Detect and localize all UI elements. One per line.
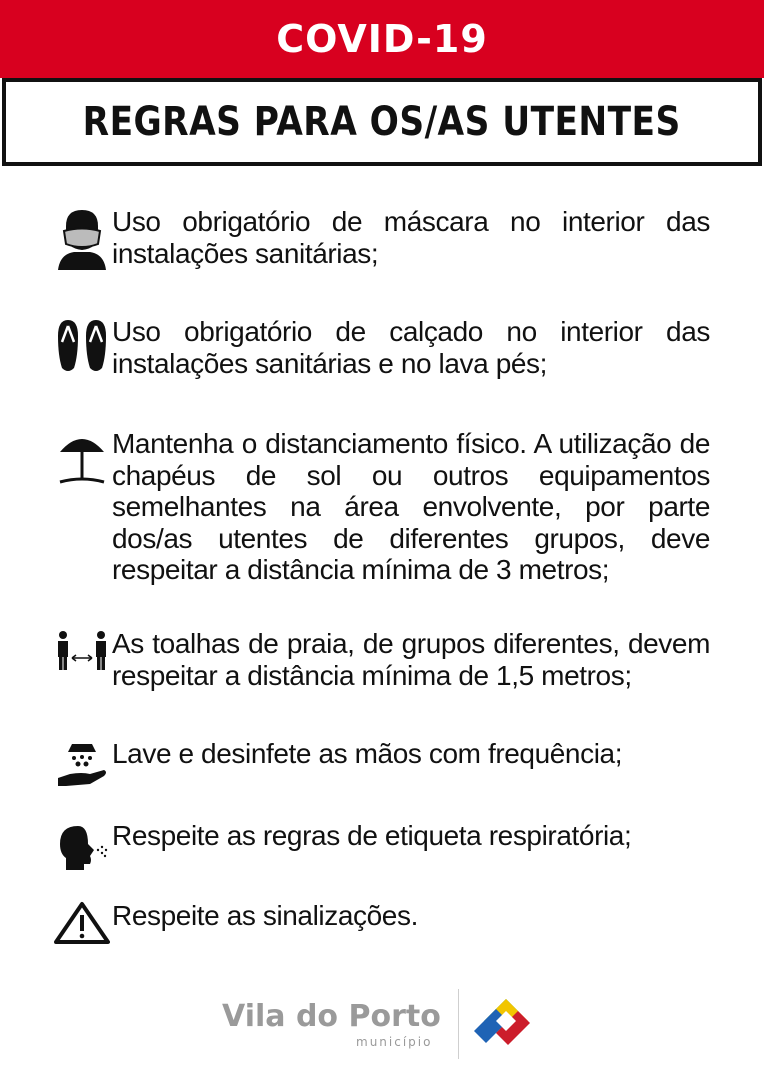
- mask-face-icon: [54, 206, 110, 270]
- social-distance-icon: [54, 628, 110, 692]
- rule-item-mask: [54, 206, 710, 270]
- page-title-box: [2, 78, 762, 166]
- brand-subtitle: município: [356, 1035, 433, 1049]
- rule-item-handwash: [54, 738, 710, 802]
- rule-item-footwear: [54, 316, 710, 380]
- rule-text: Uso obrigatório de máscara no interior das instalações sanitárias;: [112, 206, 710, 269]
- rule-text: Respeite as regras de etiqueta respiratória;: [112, 820, 632, 851]
- rule-item-respiratory: [54, 820, 710, 884]
- beach-umbrella-icon: [54, 428, 110, 492]
- rule-text: Respeite as sinalizações.: [112, 900, 418, 931]
- covid-banner: [0, 0, 764, 78]
- brand-name: Vila do Porto: [222, 999, 441, 1034]
- rule-text: Uso obrigatório de calçado no interior das instalações sanitárias e no lava pés;: [112, 316, 710, 379]
- flip-flops-icon: [54, 316, 110, 380]
- rule-item-distancing: [54, 428, 710, 586]
- brand-divider: [458, 989, 459, 1059]
- rule-text: Mantenha o distanciamento físico. A utilização de chapéus de sol ou outros equipamentos semelhantes na área envolvente, por parte dos/as utentes de diferentes grupos, deve respeitar a distância mínima de 3 metros;: [112, 428, 710, 585]
- rule-item-towels: [54, 628, 710, 692]
- banner-text: COVID-19: [276, 17, 488, 61]
- municipality-logo-icon: [466, 991, 544, 1057]
- rule-text: As toalhas de praia, de grupos diferentes, devem respeitar a distância mínima de 1,5 metros;: [112, 628, 710, 691]
- municipality-brand: [222, 995, 552, 1065]
- cough-head-icon: [54, 820, 110, 884]
- rule-item-signage: [54, 900, 710, 964]
- hand-wash-icon: [54, 738, 110, 802]
- rule-text: Lave e desinfete as mãos com frequência;: [112, 738, 623, 769]
- page-title: REGRAS PARA OS/AS UTENTES: [83, 99, 681, 145]
- warning-triangle-icon: [54, 900, 110, 964]
